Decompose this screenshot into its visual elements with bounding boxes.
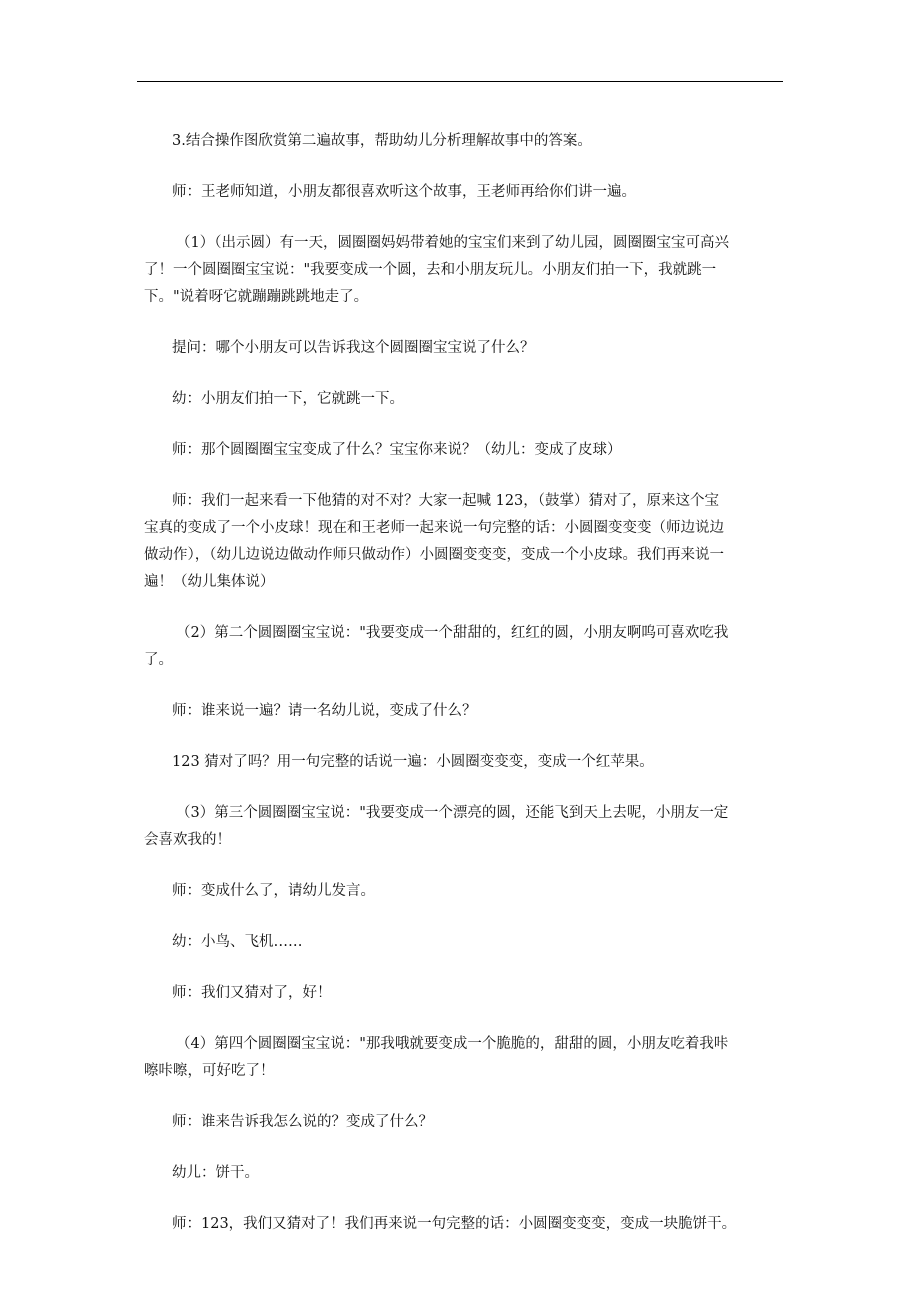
paragraph-gap: [172, 1007, 784, 1031]
paragraph: [144, 488, 784, 596]
paragraph: [144, 230, 784, 311]
text-line: 师：我们一起来看一下他猜的对不对？大家一起喊 123，（鼓掌）猜对了，原来这个宝: [172, 493, 720, 509]
paragraph: [172, 335, 784, 362]
paragraph-gap: [172, 413, 784, 437]
paragraph-gap: [172, 596, 784, 620]
paragraph-gap: [172, 1085, 784, 1109]
paragraph-gap: [172, 206, 784, 230]
document-body: [144, 128, 784, 1238]
text-line: 123 猜对了吗？用一句完整的话说一遍：小圆圈变变变，变成一个红苹果。: [172, 754, 654, 770]
text-line: 了！一个圆圈圈宝宝说："我要变成一个圆，去和小朋友玩儿。小朋友们拍一下，我就跳一: [144, 262, 717, 278]
text-line: 幼：小朋友们拍一下，它就跳一下。: [172, 391, 404, 407]
paragraph-gap: [172, 155, 784, 179]
paragraph: [172, 179, 784, 206]
text-line: 师：谁来告诉我怎么说的？变成了什么？: [172, 1114, 433, 1130]
text-line: 幼儿：饼干。: [172, 1165, 259, 1181]
text-line: 师：谁来说一遍？请一名幼儿说，变成了什么？: [172, 703, 477, 719]
paragraph: [172, 128, 784, 155]
paragraph: [172, 1109, 784, 1136]
paragraph-gap: [172, 1136, 784, 1160]
text-line: （3）第三个圆圈圈宝宝说："我要变成一个漂亮的圆，还能飞到天上去呢，小朋友一定: [176, 805, 729, 821]
text-line: 师：变成什么了，请幼儿发言。: [172, 883, 375, 899]
paragraph: [172, 929, 784, 956]
paragraph-gap: [172, 1187, 784, 1211]
text-line: 会喜欢我的！: [144, 832, 231, 848]
text-line: 幼：小鸟、飞机……: [172, 934, 303, 950]
text-line: 师：我们又猜对了，好！: [172, 985, 332, 1001]
paragraph-gap: [172, 362, 784, 386]
text-line: 下。"说着呀它就蹦蹦跳跳地走了。: [144, 289, 369, 305]
paragraph: [144, 620, 784, 674]
text-line: 师：王老师知道，小朋友都很喜欢听这个故事，王老师再给你们讲一遍。: [172, 184, 636, 200]
paragraph: [172, 1160, 784, 1187]
header-rule: [137, 81, 783, 82]
text-line: 遍！（幼儿集体说）: [144, 574, 275, 590]
text-line: （2）第二个圆圈圈宝宝说："我要变成一个甜甜的，红红的圆，小朋友啊呜可喜欢吃我: [176, 625, 729, 641]
paragraph: [172, 1211, 784, 1238]
paragraph-gap: [172, 725, 784, 749]
paragraph: [144, 1031, 784, 1085]
paragraph-gap: [172, 311, 784, 335]
paragraph-gap: [172, 464, 784, 488]
text-line: 3.结合操作图欣赏第二遍故事，帮助幼儿分析理解故事中的答案。: [172, 133, 592, 149]
paragraph-gap: [172, 905, 784, 929]
text-line: 宝真的变成了一个小皮球！现在和王老师一起来说一句完整的话：小圆圈变变变（师边说边: [144, 520, 724, 536]
paragraph: [172, 878, 784, 905]
paragraph: [172, 749, 784, 776]
text-line: 了。: [144, 652, 173, 668]
text-line: 提问：哪个小朋友可以告诉我这个圆圈圈宝宝说了什么？: [172, 340, 535, 356]
text-line: 嚓咔嚓，可好吃了！: [144, 1063, 275, 1079]
text-line: （1）（出示圆）有一天，圆圈圈妈妈带着她的宝宝们来到了幼儿园，圆圈圈宝宝可高兴: [176, 235, 729, 251]
text-line: 做动作），（幼儿边说边做动作师只做动作）小圆圈变变变，变成一个小皮球。我们再来说一: [144, 547, 724, 563]
paragraph: [172, 386, 784, 413]
text-line: 师：123，我们又猜对了！我们再来说一句完整的话：小圆圈变变变，变成一块脆饼干。: [172, 1216, 737, 1232]
paragraph: [172, 698, 784, 725]
paragraph: [144, 800, 784, 854]
paragraph: [172, 437, 784, 464]
text-line: 师：那个圆圈圈宝宝变成了什么？宝宝你来说？（幼儿：变成了皮球）: [172, 442, 622, 458]
paragraph: [172, 980, 784, 1007]
paragraph-gap: [172, 776, 784, 800]
text-line: （4）第四个圆圈圈宝宝说："那我哦就要变成一个脆脆的，甜甜的圆，小朋友吃着我咔: [176, 1036, 729, 1052]
paragraph-gap: [172, 854, 784, 878]
paragraph-gap: [172, 674, 784, 698]
paragraph-gap: [172, 956, 784, 980]
